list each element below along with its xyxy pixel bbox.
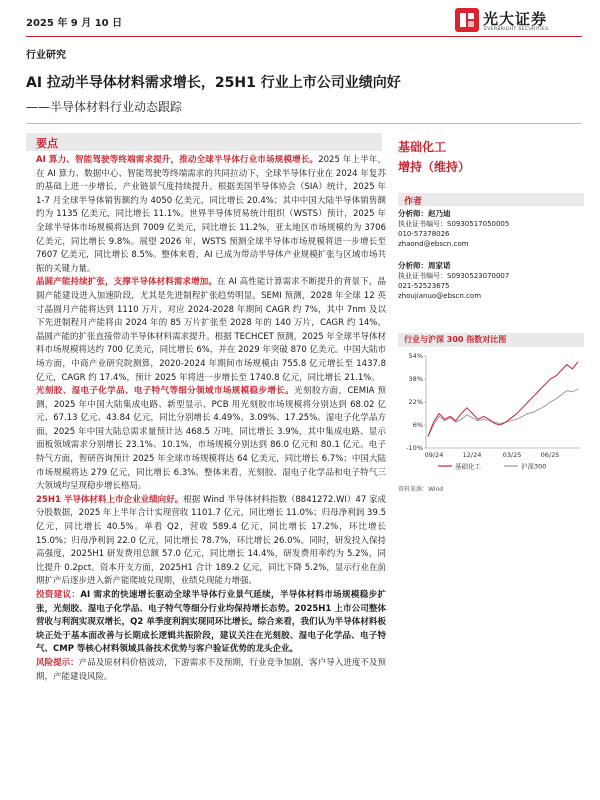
analyst-name: 周家诺: [428, 261, 451, 270]
keypoints-header: [26, 133, 382, 151]
analyst-label: 分析师：: [398, 209, 428, 218]
paragraph-market: [36, 154, 386, 276]
y-tick-label: 22%: [408, 398, 423, 406]
paragraph-body: 在 AI 高性能计算需求不断提升的背景下，晶圆产能建设进入加速阶段，尤其是先进制程扩张趋势明显。SEMI 预测，2028 年全球 12 英寸晶圆月产能将达到 1110 万片，对应 2024-2028 年期间 CAGR 约 7%，其中 7nm 及以下先进制程月产能将由 2024 年的 85 万片扩张至 2028 年的 140 万片，CAGR 约 14%。晶圆产能的扩张直接带动半导体材料需求提升。根据 TECHCET 预测，2025 年全球半导体材料市场规模将达约 700 亿美元，同比增长 6%，并在 2029 年突破 870 亿美元。中国大陆市场方面，中商产业研究院测算，2020-2024 年期间市场规模由 755.8 亿元增长至 1437.8 亿元，CAGR 约 17.4%，预计 2025 年将进一步增长至 1740.8 亿元，同比增长 21.1%。: [36, 277, 386, 383]
chart-header: [398, 333, 584, 347]
x-tick-label: 06/25: [540, 451, 560, 459]
analyst-email[interactable]: zhoujianuo@ebscn.com: [398, 292, 482, 300]
analyst-phone: 021-52523675: [398, 282, 450, 290]
paragraph-body: 产品及原材料价格波动，下游需求不及预期，行业竞争加剧，客户导入进度不及预期，产能建设风险。: [36, 657, 386, 682]
chart-title: 行业与沪深 300 指数对比图: [404, 335, 507, 344]
header-divider: [26, 36, 582, 37]
brand-name-en: EVERBRIGHT SECURITIES: [484, 27, 549, 32]
x-tick-label: 09/24: [424, 451, 444, 459]
paragraph-earnings: [36, 494, 386, 589]
paragraph-risk: [36, 657, 386, 684]
analyst-email[interactable]: zhaond@ebscn.com: [398, 240, 469, 248]
paragraph-body: AI 需求的快速增长驱动全球半导体行业景气延续，半导体材料市场规模稳步扩张，光刻胶、湿电子化学品、电子特气等细分行业均保持增长态势。2025H1 上市公司整体营收与利润实现双增长，Q2 单季度利润实现同环比增长。综合来看，我们认为半导体材料板块正处于基本面改善与长期成长逻辑共振阶段，建议关注在光刻胶、湿电子化学品、电子特气、CMP 等核心材料领域具备技术优势与客户验证优势的龙头企业。: [36, 590, 386, 655]
paragraph-lead: AI 算力、智能驾驶等终端需求提升，推动全球半导体行业市场规模增长。: [36, 155, 319, 165]
sector-name: 基础化工: [398, 140, 447, 154]
rating-badge: 增持（维持）: [398, 160, 471, 174]
brand-logo-icon: [455, 8, 479, 32]
series-line-hs300: [428, 389, 578, 436]
analyst-name: 赵乃迪: [428, 209, 451, 218]
report-subtitle: ——半导体材料行业动态跟踪: [26, 100, 183, 114]
paragraph-segments: [36, 385, 386, 494]
authors-header: [398, 193, 584, 206]
report-date: 2025 年 9 月 10 日: [26, 18, 123, 29]
index-comparison-chart: [398, 350, 584, 476]
paragraph-lead: 晶圆产能持续扩张，支撑半导体材料需求增加。: [36, 277, 217, 288]
paragraph-lead: 25H1 半导体材料上市企业业绩向好。: [36, 494, 184, 505]
title-divider: [26, 123, 582, 124]
legend-label-industry: 基础化工: [455, 462, 481, 471]
y-tick-label: 54%: [408, 352, 423, 360]
x-tick-label: 03/25: [502, 451, 522, 459]
x-tick-label: 12/24: [462, 451, 482, 459]
paragraph-body: 根据 Wind 半导体材料指数（8841272.WI）47 家成分股数据，2025 年上半年合计实现营收 1101.7 亿元，同比增长 11.0%；归母净利润 39.5 亿元，同比增长 40.5%。单看 Q2，营收 589.4 亿元，同比增长 17.2%，环比增长 15.0%；归母净利润 22.0 亿元，同比增长 78.7%，环比增长 26.0%。同时，研发投入保持高强度，2025H1 研发费用总额 57.0 亿元，同比增长 14.4%，研发费用率约为 5.2%，同比提升 0.2pct。资本开支方面，2025H1 合计 189.2 亿元，同比下降 5.2%，显示行业在前期扩产后逐步进入新产能爬坡兑现期，业绩兑现能力增强。: [36, 494, 386, 587]
keypoints-label: 要点: [36, 137, 58, 150]
analyst-card: [398, 261, 509, 301]
analyst-phone: 010-57378026: [398, 230, 450, 238]
authors-label: 作者: [404, 197, 423, 207]
chart-source: 资料来源：Wind: [398, 486, 444, 493]
legend-label-hs300: 沪深300: [521, 462, 547, 471]
paragraph-body: 光刻胶方面，CEMIA 预测，2025 年中国大陆集成电路、新型显示、PCB 用光刻胶市场规模将分别达到 68.02 亿元、67.13 亿元、43.84 亿元，同比分别增长 4.49%、3.09%、17.25%。湿电子化学品方面，2025 年中国大陆总需求量预计达 468.5 万吨，同比增长 3.9%，其中集成电路、显示面板领域需求分别增长 23.1%、10.1%，市场规模分别达到 86.0 亿元和 80.1 亿元。电子特气方面，智研咨询预计 2025 年全球市场规模将达 64 亿美元，同比增长 6.7%；中国大陆市场规模将达 279 亿元，同比增长 6.3%。整体来看，光刻胶、湿电子化学品和电子特气三大领域均呈现稳步增长格局。: [36, 386, 386, 492]
paragraph-lead: 风险提示：: [36, 657, 79, 668]
report-category: 行业研究: [26, 50, 66, 61]
brand-name: 光大证券: [483, 10, 548, 28]
paragraph-body: 2025 年上半年，在 AI 算力、数据中心、智能驾驶等终端需求的共同拉动下，全球半导体行业在 2024 年复苏的基础上进一步增长，产业链景气度持续提升。根据美国半导体协会（SIA）统计，2025 年 1-7 月全球半导体销售额约为 4050 亿美元，同比增长 20.4%；其中中国大陆半导体销售额约为 1135 亿美元，同比增长 11.1%。世界半导体贸易统计组织（WSTS）预计，2025 年全球半导体市场规模将达到 7009 亿美元，同比增长 11.2%，亚太地区市场规模约为 3706 亿美元，同比增长 9.8%。展望 2026 年，WSTS 预测全球半导体市场规模将进一步增长至 7607 亿美元，同比增长 8.5%。整体来看，AI 已成为带动半导体产业规模扩张与区域市场共振的关键力量。: [36, 155, 386, 274]
report-title: AI 拉动半导体材料需求增长，25H1 行业上市公司业绩向好: [26, 75, 401, 91]
analyst-label: 分析师：: [398, 261, 428, 270]
y-tick-label: 6%: [412, 421, 423, 429]
paragraph-capacity: [36, 276, 386, 385]
report-body: [36, 154, 386, 684]
y-tick-label: -10%: [406, 444, 423, 452]
paragraph-lead: 投资建议：: [36, 590, 81, 600]
paragraph-recommendation: [36, 589, 386, 657]
analyst-cert: 执业证书编号：S0930517050005: [398, 220, 510, 228]
paragraph-lead: 光刻胶、湿电子化学品、电子特气等细分领域市场规模稳步增长。: [36, 386, 295, 397]
analyst-cert: 执业证书编号：S0930523070007: [398, 272, 510, 280]
brand-logo: [455, 8, 585, 34]
analyst-card: [398, 209, 509, 249]
y-tick-label: 38%: [408, 375, 423, 383]
